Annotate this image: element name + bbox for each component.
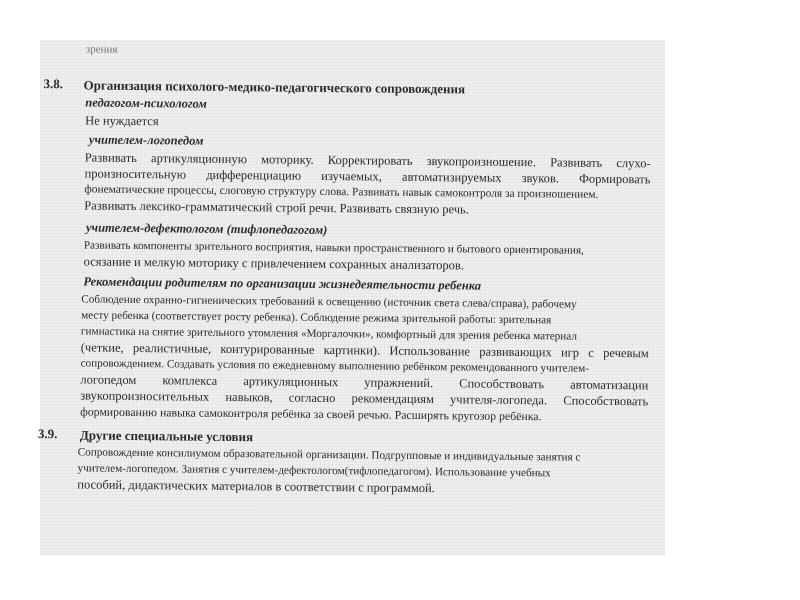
speech-therapist-line-3: фонематические процессы, слоговую структуру слова. Развивать навык самоконтроля за произношением. [84,183,599,201]
defectologist-line-1: Развивать компоненты зрительного восприятия, навыки пространственного и бытового ориентирования, [83,239,584,257]
scanned-document [37,40,665,555]
parents-line-1: Соблюдение охранно-гигиенических требований к освещению (источник света слева/справа), рабочему [81,293,577,311]
defectologist-line-2: осязание и мелкую моторику с привлечением сохранных анализаторов. [83,254,465,273]
parents-line-8: формированию навыка самоконтроля ребёнка за своей речью. Расширять кругозор ребёнка. [80,404,542,424]
section-3-8-title: Организация психолого-медико-педагогического сопровождения [83,77,466,97]
parents-heading: Рекомендации родителям по организации жизнедеятельности ребенка [83,274,482,293]
parents-line-5: сопровождением. Создавать условия по ежедневному выполнению ребёнком рекомендованного учителем- [80,357,590,375]
section-3-9-line-1: Сопровождение консилиумом образовательной организации. Подгрупповые и индивидуальные занятия с [77,446,581,464]
top-fragment: зрения [85,43,118,56]
speech-therapist-line-1: Развивать артикуляционную моторику. Корректировать звукопроизношение. Развивать слухо- [84,150,651,171]
parents-line-2: месту ребенка (соответствует росту ребенка). Соблюдение режима зрительной работы: зрительная [81,309,552,327]
speech-therapist-heading: учителем-логопедом [88,132,204,148]
document-page [35,40,665,562]
speech-therapist-line-4: Развивать лексико-грамматический строй речи. Развивать связную речь. [84,198,469,217]
section-3-8-number: 3.8. [43,76,64,92]
psychologist-text: Не нуждается [85,113,159,129]
section-3-9-number: 3.9. [37,425,58,442]
section-3-9-line-3: пособий, дидактических материалов в соответствии с программой. [77,477,435,496]
parents-line-7: звукопроизносительных навыков, согласно рекомендациям учителя-логопеда. Способствовать [80,388,649,409]
speech-therapist-line-2: произносительную дифференциацию изучаемых, автоматизируемых звуков. Формировать [84,166,651,187]
psychologist-heading: педагогом-психологом [85,95,207,111]
parents-line-6: логопедом комплекса артикуляционных упражнений. Способствовать автоматизации [80,372,649,393]
section-3-9-line-2: учителем-логопедом. Занятия с учителем-дефектологом(тифлопедагогом). Использование учебных [77,462,551,480]
section-3-9-title: Другие специальные условия [79,427,254,445]
parents-line-3: гимнастика на снятие зрительного утомления «Моргалочки», комфортный для зрения ребенка материал [80,325,578,343]
parents-line-4: (четкие, реалистичные, контурированные картинки). Использование развивающих игр с речевым [80,340,649,361]
defectologist-heading: учителем-дефектологом (тифлопедагогом) [85,220,328,238]
